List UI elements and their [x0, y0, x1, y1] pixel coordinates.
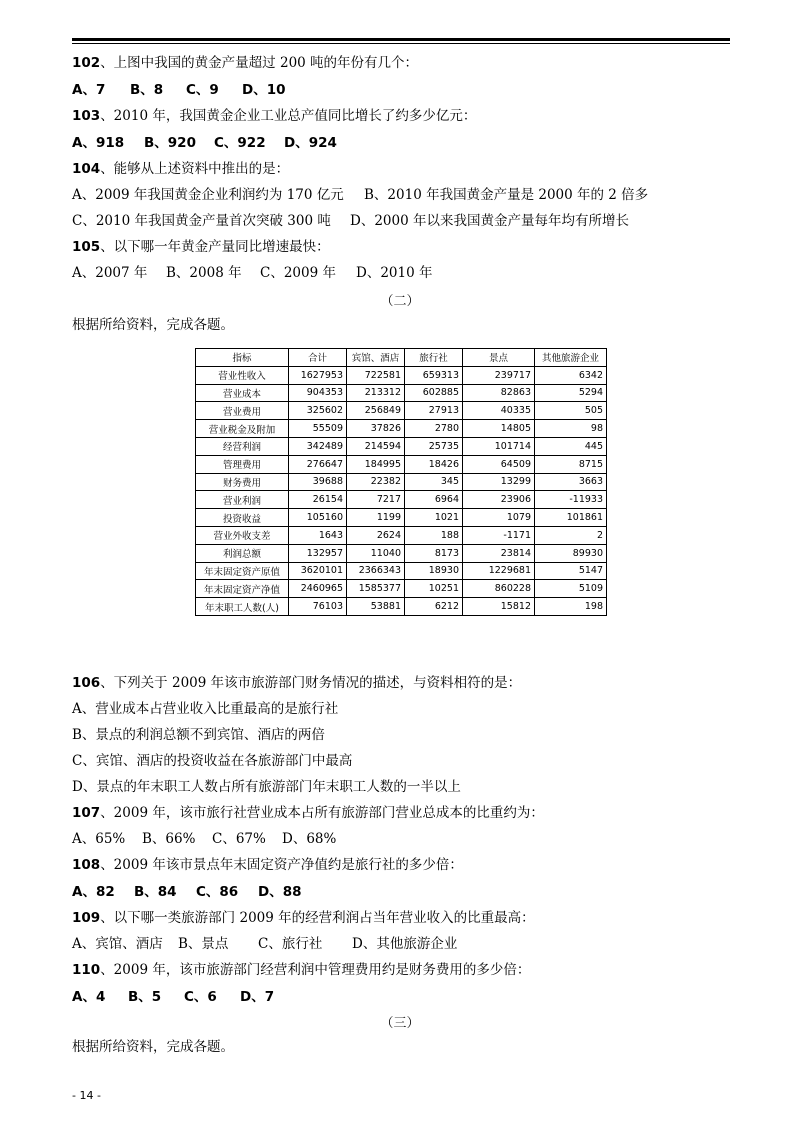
- table-cell: 1627953: [289, 366, 347, 384]
- table-row: [196, 473, 607, 491]
- row-label: 营业性收入: [196, 366, 289, 384]
- table-cell: 76103: [289, 598, 347, 616]
- table-cell: 188: [405, 526, 463, 544]
- question-text: 、能够从上述资料中推出的是：: [100, 161, 290, 177]
- table-row: [196, 491, 607, 509]
- table-cell: 101714: [463, 437, 535, 455]
- table-cell: 18930: [405, 562, 463, 580]
- question-text: 、以下哪一年黄金产量同比增速最快：: [100, 239, 330, 255]
- question-text: 、2009 年，该市旅游部门经营利润中管理费用约是财务费用的多少倍：: [100, 962, 531, 978]
- row-label: 财务费用: [196, 473, 289, 491]
- option-d: D、7: [240, 989, 275, 1005]
- table-cell: 345: [405, 473, 463, 491]
- question-110: [72, 961, 530, 979]
- option-d: D、10: [242, 82, 286, 98]
- table-cell: 198: [535, 598, 607, 616]
- table-cell: 602885: [405, 384, 463, 402]
- table-cell: 2: [535, 526, 607, 544]
- question-106: [72, 674, 521, 692]
- option-a: A、918: [72, 135, 125, 151]
- question-106-option-d: D、景点的年末职工人数占所有旅游部门年末职工人数的一半以上: [72, 779, 461, 795]
- table-cell: 53881: [347, 598, 405, 616]
- table-cell: 5147: [535, 562, 607, 580]
- question-102: [72, 54, 418, 72]
- option-a: A、4: [72, 989, 106, 1005]
- option-c: C、86: [196, 884, 239, 900]
- question-number: 105: [72, 239, 101, 255]
- table-cell: 39688: [289, 473, 347, 491]
- question-102-options: [72, 81, 286, 99]
- question-107-options: [72, 830, 336, 848]
- question-109: [72, 909, 535, 927]
- section-intro-3: 根据所给资料，完成各题。: [72, 1039, 234, 1055]
- option-d: D、924: [284, 135, 337, 151]
- table-row: [196, 366, 607, 384]
- table-cell: 82863: [463, 384, 535, 402]
- table-cell: 23814: [463, 544, 535, 562]
- table-cell: 1079: [463, 509, 535, 527]
- question-103-options: [72, 134, 337, 152]
- table-row: [196, 509, 607, 527]
- section-heading-3: （三）: [380, 1016, 420, 1031]
- table-cell: 2780: [405, 420, 463, 438]
- option-d: D、2000 年以来我国黄金产量每年均有所增长: [350, 213, 629, 229]
- table-cell: 25735: [405, 437, 463, 455]
- table-cell: 2366343: [347, 562, 405, 580]
- question-text: 、2009 年该市景点年末固定资产净值约是旅行社的多少倍：: [100, 857, 463, 873]
- question-106-option-a: A、营业成本占营业收入比重最高的是旅行社: [72, 701, 339, 717]
- table-cell: 445: [535, 437, 607, 455]
- question-110-options: [72, 988, 274, 1006]
- question-text: 、上图中我国的黄金产量超过 200 吨的年份有几个：: [100, 55, 419, 71]
- option-c: C、922: [214, 135, 266, 151]
- table-row: [196, 455, 607, 473]
- table-row: [196, 402, 607, 420]
- page-number: - 14 -: [72, 1089, 101, 1102]
- table-cell: 3620101: [289, 562, 347, 580]
- row-label: 营业外收支差: [196, 526, 289, 544]
- row-label: 管理费用: [196, 455, 289, 473]
- table-cell: 8173: [405, 544, 463, 562]
- table-cell: 5109: [535, 580, 607, 598]
- question-text: 、下列关于 2009 年该市旅游部门财务情况的描述，与资料相符的是：: [100, 675, 522, 691]
- table-cell: 3663: [535, 473, 607, 491]
- row-label: 投资收益: [196, 509, 289, 527]
- option-d: D、68%: [282, 831, 337, 847]
- table-cell: 1021: [405, 509, 463, 527]
- table-cell: 1229681: [463, 562, 535, 580]
- option-b: B、920: [144, 135, 196, 151]
- table-cell: 860228: [463, 580, 535, 598]
- table-cell: 505: [535, 402, 607, 420]
- table-cell: 722581: [347, 366, 405, 384]
- table-cell: 14805: [463, 420, 535, 438]
- question-107: [72, 804, 544, 822]
- option-b: B、66%: [142, 831, 196, 847]
- table-cell: 132957: [289, 544, 347, 562]
- question-105: [72, 238, 330, 256]
- option-b: B、2010 年我国黄金产量是 2000 年的 2 倍多: [364, 187, 649, 203]
- table-cell: 904353: [289, 384, 347, 402]
- table-cell: 8715: [535, 455, 607, 473]
- option-d: D、88: [258, 884, 302, 900]
- option-d: D、2010 年: [356, 265, 433, 281]
- table-cell: 55509: [289, 420, 347, 438]
- table-cell: 2460965: [289, 580, 347, 598]
- table-cell: 325602: [289, 402, 347, 420]
- table-row: [196, 598, 607, 616]
- option-b: B、景点: [178, 936, 229, 952]
- option-a: A、宾馆、酒店: [72, 936, 163, 952]
- question-text: 、2010 年，我国黄金企业工业总产值同比增长了约多少亿元：: [100, 108, 477, 124]
- table-cell: 37826: [347, 420, 405, 438]
- table-cell: 1199: [347, 509, 405, 527]
- option-b: B、5: [128, 989, 162, 1005]
- table-cell: 105160: [289, 509, 347, 527]
- table-cell: 15812: [463, 598, 535, 616]
- question-106-option-c: C、宾馆、酒店的投资收益在各旅游部门中最高: [72, 753, 353, 769]
- section-intro-2: 根据所给资料，完成各题。: [72, 317, 234, 333]
- question-number: 104: [72, 161, 101, 177]
- table-cell: 26154: [289, 491, 347, 509]
- column-header: 宾馆、酒店: [347, 349, 405, 367]
- table-cell: 98: [535, 420, 607, 438]
- header-rule-thick: [72, 38, 730, 41]
- question-109-options: [72, 935, 457, 953]
- table-row: [196, 384, 607, 402]
- column-header: 指标: [196, 349, 289, 367]
- option-a: A、82: [72, 884, 115, 900]
- question-number: 106: [72, 675, 101, 691]
- table-row: [196, 580, 607, 598]
- question-105-options: [72, 264, 432, 282]
- table-cell: 276647: [289, 455, 347, 473]
- table-cell: 2624: [347, 526, 405, 544]
- table-cell: 256849: [347, 402, 405, 420]
- option-c: C、旅行社: [258, 936, 323, 952]
- table-cell: 6212: [405, 598, 463, 616]
- option-c: C、67%: [212, 831, 266, 847]
- question-106-option-b: B、景点的利润总额不到宾馆、酒店的两倍: [72, 727, 325, 743]
- question-number: 108: [72, 857, 101, 873]
- header-rule-thin: [72, 43, 730, 44]
- question-text: 、2009 年，该市旅行社营业成本占所有旅游部门营业总成本的比重约为：: [100, 805, 544, 821]
- row-label: 营业税金及附加: [196, 420, 289, 438]
- option-b: B、8: [130, 82, 164, 98]
- table-cell: 1643: [289, 526, 347, 544]
- table-header-row: [196, 349, 607, 367]
- table-cell: 101861: [535, 509, 607, 527]
- table-cell: 7217: [347, 491, 405, 509]
- table-cell: 659313: [405, 366, 463, 384]
- option-a: A、7: [72, 82, 106, 98]
- table-cell: 18426: [405, 455, 463, 473]
- table-row: [196, 420, 607, 438]
- row-label: 年末职工人数(人): [196, 598, 289, 616]
- row-label: 利润总额: [196, 544, 289, 562]
- question-104-options-cd: [72, 212, 629, 230]
- section-heading-2: （二）: [380, 294, 420, 309]
- table-cell: 23906: [463, 491, 535, 509]
- option-a: A、2007 年: [72, 265, 148, 281]
- row-label: 年末固定资产净值: [196, 580, 289, 598]
- option-c: C、2009 年: [260, 265, 336, 281]
- question-108-options: [72, 883, 302, 901]
- table-cell: 13299: [463, 473, 535, 491]
- row-label: 营业利润: [196, 491, 289, 509]
- option-c: C、2010 年我国黄金产量首次突破 300 吨: [72, 213, 331, 229]
- column-header: 旅行社: [405, 349, 463, 367]
- option-a: A、2009 年我国黄金企业利润约为 170 亿元: [72, 187, 344, 203]
- table-cell: 342489: [289, 437, 347, 455]
- table-cell: 10251: [405, 580, 463, 598]
- question-number: 109: [72, 910, 101, 926]
- table-cell: 239717: [463, 366, 535, 384]
- table-cell: 184995: [347, 455, 405, 473]
- table-cell: 5294: [535, 384, 607, 402]
- table-row: [196, 562, 607, 580]
- option-c: C、9: [186, 82, 219, 98]
- table-cell: 6964: [405, 491, 463, 509]
- column-header: 景点: [463, 349, 535, 367]
- table-row: [196, 437, 607, 455]
- table-cell: 22382: [347, 473, 405, 491]
- row-label: 经营利润: [196, 437, 289, 455]
- row-label: 年末固定资产原值: [196, 562, 289, 580]
- question-number: 102: [72, 55, 101, 71]
- option-b: B、84: [134, 884, 177, 900]
- table-cell: 27913: [405, 402, 463, 420]
- table-cell: 6342: [535, 366, 607, 384]
- table-cell: 11040: [347, 544, 405, 562]
- question-number: 103: [72, 108, 101, 124]
- option-d: D、其他旅游企业: [352, 936, 458, 952]
- table-cell: 1585377: [347, 580, 405, 598]
- table-row: [196, 526, 607, 544]
- table-cell: 213312: [347, 384, 405, 402]
- column-header: 其他旅游企业: [535, 349, 607, 367]
- tourism-finance-table: [195, 348, 607, 616]
- option-b: B、2008 年: [166, 265, 242, 281]
- table-cell: 64509: [463, 455, 535, 473]
- table-cell: 89930: [535, 544, 607, 562]
- question-text: 、以下哪一类旅游部门 2009 年的经营利润占当年营业收入的比重最高：: [100, 910, 535, 926]
- table-cell: -1171: [463, 526, 535, 544]
- option-a: A、65%: [72, 831, 126, 847]
- column-header: 合计: [289, 349, 347, 367]
- table-row: [196, 544, 607, 562]
- question-103: [72, 107, 476, 125]
- row-label: 营业成本: [196, 384, 289, 402]
- question-104: [72, 160, 289, 178]
- question-number: 110: [72, 962, 101, 978]
- table-cell: -11933: [535, 491, 607, 509]
- question-104-options-ab: [72, 186, 648, 204]
- question-108: [72, 856, 463, 874]
- option-c: C、6: [184, 989, 217, 1005]
- question-number: 107: [72, 805, 101, 821]
- table-cell: 214594: [347, 437, 405, 455]
- row-label: 营业费用: [196, 402, 289, 420]
- table-cell: 40335: [463, 402, 535, 420]
